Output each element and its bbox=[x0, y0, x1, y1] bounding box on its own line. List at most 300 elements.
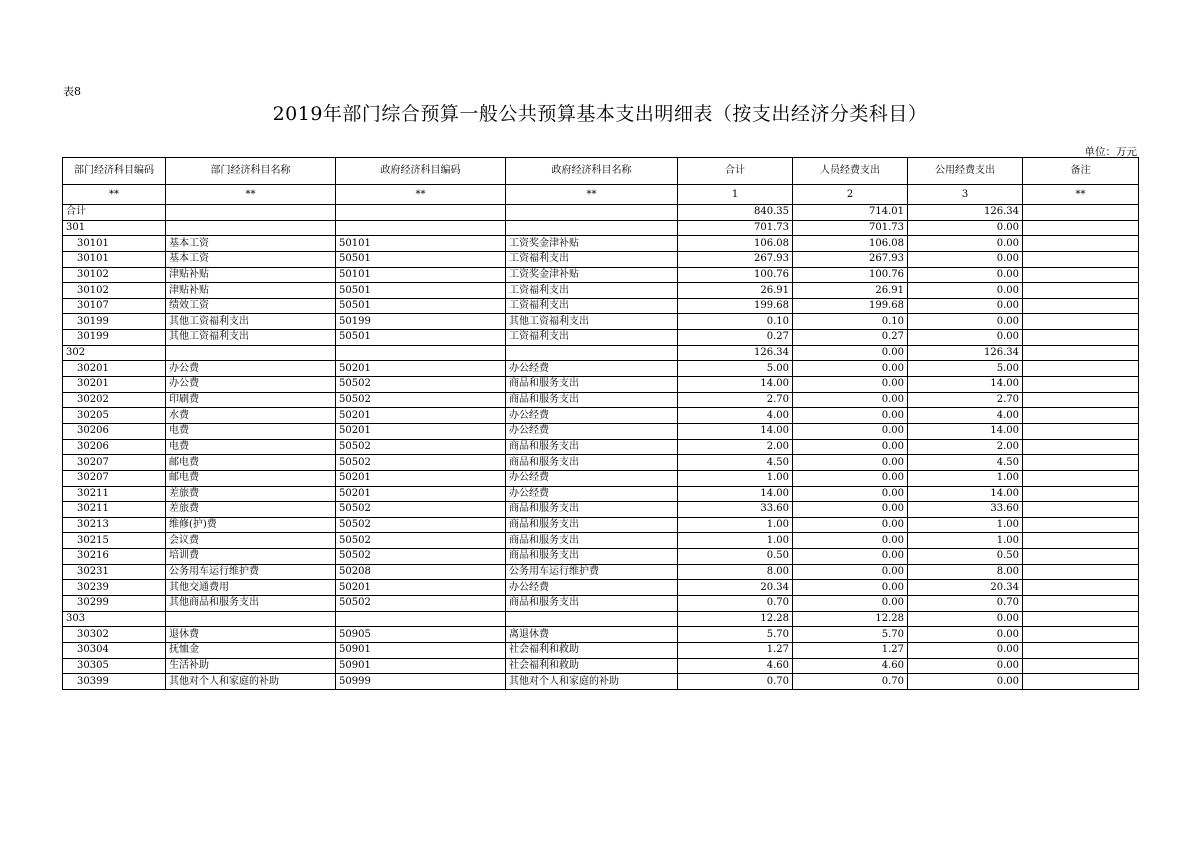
dept-code-cell: 30201 bbox=[63, 377, 166, 393]
note-cell bbox=[1023, 205, 1139, 221]
total-cell: 0.10 bbox=[678, 314, 793, 330]
gov-code-cell: 50502 bbox=[336, 596, 506, 612]
note-cell bbox=[1023, 486, 1139, 502]
public-cell: 126.34 bbox=[908, 345, 1023, 361]
dept-name-cell: 办公费 bbox=[166, 361, 336, 377]
table-row bbox=[63, 330, 1139, 346]
gov-code-cell bbox=[336, 345, 506, 361]
gov-code-cell: 50502 bbox=[336, 502, 506, 518]
personnel-cell: 0.00 bbox=[793, 580, 908, 596]
total-cell: 0.50 bbox=[678, 549, 793, 565]
dept-name-cell: 差旅费 bbox=[166, 486, 336, 502]
page-title: 2019年部门综合预算一般公共预算基本支出明细表（按支出经济分类科目） bbox=[272, 103, 928, 125]
total-cell: 5.70 bbox=[678, 627, 793, 643]
public-cell: 0.00 bbox=[908, 642, 1023, 658]
note-cell bbox=[1023, 627, 1139, 643]
gov-code-cell: 50502 bbox=[336, 377, 506, 393]
dept-code-cell: 30302 bbox=[63, 627, 166, 643]
dept-name-cell: 培训费 bbox=[166, 549, 336, 565]
total-cell: 267.93 bbox=[678, 251, 793, 267]
column-header: 部门经济科目编码 bbox=[63, 158, 166, 185]
dept-name-cell: 绩效工资 bbox=[166, 298, 336, 314]
total-cell: 0.70 bbox=[678, 596, 793, 612]
total-cell: 4.60 bbox=[678, 658, 793, 674]
column-index-cell: 1 bbox=[678, 185, 793, 205]
dept-name-cell bbox=[166, 345, 336, 361]
gov-code-cell: 50502 bbox=[336, 455, 506, 471]
dept-code-cell: 30213 bbox=[63, 517, 166, 533]
note-cell bbox=[1023, 267, 1139, 283]
table-row bbox=[63, 392, 1139, 408]
gov-name-cell: 商品和服务支出 bbox=[506, 377, 678, 393]
table-row bbox=[63, 267, 1139, 283]
gov-code-cell bbox=[336, 220, 506, 236]
public-cell: 14.00 bbox=[908, 486, 1023, 502]
dept-name-cell: 基本工资 bbox=[166, 236, 336, 252]
public-cell: 1.00 bbox=[908, 533, 1023, 549]
gov-name-cell: 商品和服务支出 bbox=[506, 455, 678, 471]
dept-code-cell: 301 bbox=[63, 220, 166, 236]
column-index-cell: 2 bbox=[793, 185, 908, 205]
gov-name-cell: 离退休费 bbox=[506, 627, 678, 643]
column-index-cell: 3 bbox=[908, 185, 1023, 205]
public-cell: 20.34 bbox=[908, 580, 1023, 596]
note-cell bbox=[1023, 423, 1139, 439]
column-index-cell: ** bbox=[166, 185, 336, 205]
dept-name-cell: 其他对个人和家庭的补助 bbox=[166, 674, 336, 690]
note-cell bbox=[1023, 298, 1139, 314]
total-cell: 20.34 bbox=[678, 580, 793, 596]
total-cell: 8.00 bbox=[678, 564, 793, 580]
personnel-cell: 0.00 bbox=[793, 564, 908, 580]
table-row bbox=[63, 205, 1139, 221]
gov-code-cell: 50502 bbox=[336, 392, 506, 408]
note-cell bbox=[1023, 455, 1139, 471]
gov-code-cell: 50201 bbox=[336, 361, 506, 377]
dept-code-cell: 30101 bbox=[63, 236, 166, 252]
gov-code-cell: 50901 bbox=[336, 658, 506, 674]
note-cell bbox=[1023, 642, 1139, 658]
total-cell: 106.08 bbox=[678, 236, 793, 252]
column-index-cell: ** bbox=[506, 185, 678, 205]
note-cell bbox=[1023, 220, 1139, 236]
gov-code-cell: 50501 bbox=[336, 283, 506, 299]
dept-name-cell: 抚恤金 bbox=[166, 642, 336, 658]
public-cell: 2.70 bbox=[908, 392, 1023, 408]
personnel-cell: 12.28 bbox=[793, 611, 908, 627]
public-cell: 0.00 bbox=[908, 314, 1023, 330]
dept-code-cell: 30304 bbox=[63, 642, 166, 658]
dept-name-cell: 会议费 bbox=[166, 533, 336, 549]
public-cell: 2.00 bbox=[908, 439, 1023, 455]
personnel-cell: 0.00 bbox=[793, 486, 908, 502]
total-cell: 26.91 bbox=[678, 283, 793, 299]
total-cell: 1.00 bbox=[678, 470, 793, 486]
dept-name-cell: 其他工资福利支出 bbox=[166, 314, 336, 330]
personnel-cell: 0.00 bbox=[793, 502, 908, 518]
public-cell: 0.00 bbox=[908, 251, 1023, 267]
total-cell: 4.00 bbox=[678, 408, 793, 424]
public-cell: 0.50 bbox=[908, 549, 1023, 565]
gov-code-cell: 50101 bbox=[336, 267, 506, 283]
public-cell: 1.00 bbox=[908, 470, 1023, 486]
gov-name-cell: 其他对个人和家庭的补助 bbox=[506, 674, 678, 690]
total-cell: 199.68 bbox=[678, 298, 793, 314]
total-cell: 0.27 bbox=[678, 330, 793, 346]
gov-name-cell: 商品和服务支出 bbox=[506, 502, 678, 518]
table-row bbox=[63, 423, 1139, 439]
total-cell: 1.00 bbox=[678, 533, 793, 549]
note-cell bbox=[1023, 345, 1139, 361]
dept-name-cell: 邮电费 bbox=[166, 455, 336, 471]
dept-name-cell bbox=[166, 220, 336, 236]
personnel-cell: 100.76 bbox=[793, 267, 908, 283]
gov-name-cell bbox=[506, 205, 678, 221]
personnel-cell: 199.68 bbox=[793, 298, 908, 314]
gov-code-cell: 50501 bbox=[336, 330, 506, 346]
personnel-cell: 0.00 bbox=[793, 439, 908, 455]
dept-name-cell: 维修(护)费 bbox=[166, 517, 336, 533]
note-cell bbox=[1023, 674, 1139, 690]
dept-name-cell: 其他商品和服务支出 bbox=[166, 596, 336, 612]
personnel-cell: 0.00 bbox=[793, 345, 908, 361]
personnel-cell: 0.00 bbox=[793, 455, 908, 471]
public-cell: 0.00 bbox=[908, 611, 1023, 627]
dept-name-cell: 其他交通费用 bbox=[166, 580, 336, 596]
dept-code-cell: 30202 bbox=[63, 392, 166, 408]
dept-code-cell: 30211 bbox=[63, 486, 166, 502]
column-index-cell: ** bbox=[63, 185, 166, 205]
total-cell: 33.60 bbox=[678, 502, 793, 518]
dept-name-cell bbox=[166, 205, 336, 221]
table-row bbox=[63, 486, 1139, 502]
dept-name-cell: 退休费 bbox=[166, 627, 336, 643]
gov-name-cell: 商品和服务支出 bbox=[506, 392, 678, 408]
total-cell: 840.35 bbox=[678, 205, 793, 221]
header-row bbox=[63, 158, 1139, 185]
column-header: 合计 bbox=[678, 158, 793, 185]
table-row bbox=[63, 517, 1139, 533]
unit-label: 单位：万元 bbox=[1084, 146, 1137, 158]
note-cell bbox=[1023, 549, 1139, 565]
note-cell bbox=[1023, 564, 1139, 580]
gov-code-cell: 50208 bbox=[336, 564, 506, 580]
gov-code-cell bbox=[336, 611, 506, 627]
public-cell: 0.00 bbox=[908, 236, 1023, 252]
dept-name-cell: 生活补助 bbox=[166, 658, 336, 674]
gov-name-cell: 其他工资福利支出 bbox=[506, 314, 678, 330]
note-cell bbox=[1023, 236, 1139, 252]
public-cell: 5.00 bbox=[908, 361, 1023, 377]
gov-code-cell: 50201 bbox=[336, 470, 506, 486]
gov-name-cell bbox=[506, 345, 678, 361]
note-cell bbox=[1023, 658, 1139, 674]
public-cell: 0.70 bbox=[908, 596, 1023, 612]
table-row bbox=[63, 470, 1139, 486]
gov-name-cell: 办公经费 bbox=[506, 408, 678, 424]
column-index-row bbox=[63, 185, 1139, 205]
dept-name-cell: 印刷费 bbox=[166, 392, 336, 408]
public-cell: 1.00 bbox=[908, 517, 1023, 533]
personnel-cell: 0.00 bbox=[793, 423, 908, 439]
dept-code-cell: 30107 bbox=[63, 298, 166, 314]
personnel-cell: 714.01 bbox=[793, 205, 908, 221]
total-cell: 2.00 bbox=[678, 439, 793, 455]
table-body bbox=[63, 185, 1139, 690]
dept-code-cell: 30231 bbox=[63, 564, 166, 580]
dept-code-cell: 30207 bbox=[63, 470, 166, 486]
dept-name-cell: 办公费 bbox=[166, 377, 336, 393]
note-cell bbox=[1023, 611, 1139, 627]
total-cell: 14.00 bbox=[678, 377, 793, 393]
public-cell: 0.00 bbox=[908, 298, 1023, 314]
personnel-cell: 0.00 bbox=[793, 408, 908, 424]
total-cell: 12.28 bbox=[678, 611, 793, 627]
gov-name-cell bbox=[506, 611, 678, 627]
table-row bbox=[63, 674, 1139, 690]
note-cell bbox=[1023, 330, 1139, 346]
dept-code-cell: 30206 bbox=[63, 439, 166, 455]
gov-name-cell: 办公经费 bbox=[506, 423, 678, 439]
gov-name-cell: 商品和服务支出 bbox=[506, 596, 678, 612]
personnel-cell: 0.00 bbox=[793, 470, 908, 486]
note-cell bbox=[1023, 470, 1139, 486]
personnel-cell: 0.27 bbox=[793, 330, 908, 346]
dept-name-cell: 津贴补贴 bbox=[166, 283, 336, 299]
table-row bbox=[63, 314, 1139, 330]
table-row bbox=[63, 283, 1139, 299]
dept-code-cell: 30206 bbox=[63, 423, 166, 439]
table-row bbox=[63, 596, 1139, 612]
column-header: 政府经济科目编码 bbox=[336, 158, 506, 185]
public-cell: 0.00 bbox=[908, 658, 1023, 674]
table-number-label: 表8 bbox=[63, 85, 81, 98]
gov-code-cell: 50502 bbox=[336, 533, 506, 549]
note-cell bbox=[1023, 408, 1139, 424]
dept-name-cell: 水费 bbox=[166, 408, 336, 424]
column-header: 公用经费支出 bbox=[908, 158, 1023, 185]
gov-code-cell: 50901 bbox=[336, 642, 506, 658]
table-row bbox=[63, 236, 1139, 252]
public-cell: 0.00 bbox=[908, 627, 1023, 643]
public-cell: 8.00 bbox=[908, 564, 1023, 580]
gov-name-cell bbox=[506, 220, 678, 236]
note-cell bbox=[1023, 502, 1139, 518]
note-cell bbox=[1023, 439, 1139, 455]
dept-name-cell: 公务用车运行维护费 bbox=[166, 564, 336, 580]
gov-name-cell: 工资福利支出 bbox=[506, 298, 678, 314]
gov-code-cell: 50201 bbox=[336, 486, 506, 502]
gov-code-cell bbox=[336, 205, 506, 221]
table-row bbox=[63, 439, 1139, 455]
gov-code-cell: 50999 bbox=[336, 674, 506, 690]
dept-code-cell: 30102 bbox=[63, 267, 166, 283]
table-row bbox=[63, 251, 1139, 267]
gov-code-cell: 50199 bbox=[336, 314, 506, 330]
personnel-cell: 106.08 bbox=[793, 236, 908, 252]
total-cell: 701.73 bbox=[678, 220, 793, 236]
table-row bbox=[63, 611, 1139, 627]
note-cell bbox=[1023, 377, 1139, 393]
dept-code-cell: 30201 bbox=[63, 361, 166, 377]
budget-detail-table bbox=[62, 157, 1139, 690]
personnel-cell: 0.00 bbox=[793, 392, 908, 408]
total-cell: 100.76 bbox=[678, 267, 793, 283]
public-cell: 0.00 bbox=[908, 267, 1023, 283]
gov-name-cell: 商品和服务支出 bbox=[506, 533, 678, 549]
column-index-cell: ** bbox=[336, 185, 506, 205]
table-row bbox=[63, 627, 1139, 643]
gov-name-cell: 工资福利支出 bbox=[506, 283, 678, 299]
personnel-cell: 0.70 bbox=[793, 674, 908, 690]
gov-code-cell: 50502 bbox=[336, 439, 506, 455]
dept-name-cell: 电费 bbox=[166, 439, 336, 455]
public-cell: 126.34 bbox=[908, 205, 1023, 221]
public-cell: 14.00 bbox=[908, 423, 1023, 439]
public-cell: 4.50 bbox=[908, 455, 1023, 471]
gov-code-cell: 50905 bbox=[336, 627, 506, 643]
note-cell bbox=[1023, 517, 1139, 533]
total-cell: 2.70 bbox=[678, 392, 793, 408]
gov-name-cell: 社会福利和救助 bbox=[506, 642, 678, 658]
gov-name-cell: 工资福利支出 bbox=[506, 330, 678, 346]
gov-code-cell: 50201 bbox=[336, 580, 506, 596]
personnel-cell: 0.00 bbox=[793, 549, 908, 565]
column-header: 部门经济科目名称 bbox=[166, 158, 336, 185]
dept-code-cell: 30102 bbox=[63, 283, 166, 299]
dept-code-cell: 30199 bbox=[63, 330, 166, 346]
gov-code-cell: 50501 bbox=[336, 298, 506, 314]
dept-code-cell: 30207 bbox=[63, 455, 166, 471]
note-cell bbox=[1023, 314, 1139, 330]
table-row bbox=[63, 298, 1139, 314]
total-cell: 1.00 bbox=[678, 517, 793, 533]
gov-name-cell: 工资奖金津补贴 bbox=[506, 236, 678, 252]
gov-code-cell: 50502 bbox=[336, 517, 506, 533]
total-cell: 5.00 bbox=[678, 361, 793, 377]
gov-name-cell: 商品和服务支出 bbox=[506, 549, 678, 565]
public-cell: 0.00 bbox=[908, 283, 1023, 299]
gov-code-cell: 50502 bbox=[336, 549, 506, 565]
gov-name-cell: 商品和服务支出 bbox=[506, 439, 678, 455]
public-cell: 4.00 bbox=[908, 408, 1023, 424]
gov-name-cell: 办公经费 bbox=[506, 470, 678, 486]
total-cell: 126.34 bbox=[678, 345, 793, 361]
personnel-cell: 5.70 bbox=[793, 627, 908, 643]
gov-name-cell: 办公经费 bbox=[506, 580, 678, 596]
table-row bbox=[63, 564, 1139, 580]
table-row bbox=[63, 345, 1139, 361]
table-row bbox=[63, 549, 1139, 565]
dept-name-cell bbox=[166, 611, 336, 627]
personnel-cell: 701.73 bbox=[793, 220, 908, 236]
dept-name-cell: 津贴补贴 bbox=[166, 267, 336, 283]
dept-code-cell: 30299 bbox=[63, 596, 166, 612]
dept-code-cell: 30211 bbox=[63, 502, 166, 518]
table-row bbox=[63, 533, 1139, 549]
column-header: 人员经费支出 bbox=[793, 158, 908, 185]
dept-name-cell: 邮电费 bbox=[166, 470, 336, 486]
personnel-cell: 4.60 bbox=[793, 658, 908, 674]
note-cell bbox=[1023, 392, 1139, 408]
note-cell bbox=[1023, 283, 1139, 299]
personnel-cell: 0.10 bbox=[793, 314, 908, 330]
dept-code-cell: 303 bbox=[63, 611, 166, 627]
gov-name-cell: 商品和服务支出 bbox=[506, 517, 678, 533]
note-cell bbox=[1023, 533, 1139, 549]
table-row bbox=[63, 408, 1139, 424]
table-row bbox=[63, 658, 1139, 674]
dept-code-cell: 合计 bbox=[63, 205, 166, 221]
table-row bbox=[63, 361, 1139, 377]
note-cell bbox=[1023, 361, 1139, 377]
dept-code-cell: 30216 bbox=[63, 549, 166, 565]
dept-code-cell: 30199 bbox=[63, 314, 166, 330]
dept-name-cell: 其他工资福利支出 bbox=[166, 330, 336, 346]
personnel-cell: 26.91 bbox=[793, 283, 908, 299]
dept-code-cell: 30305 bbox=[63, 658, 166, 674]
personnel-cell: 0.00 bbox=[793, 377, 908, 393]
column-header: 备注 bbox=[1023, 158, 1139, 185]
public-cell: 14.00 bbox=[908, 377, 1023, 393]
personnel-cell: 1.27 bbox=[793, 642, 908, 658]
total-cell: 14.00 bbox=[678, 423, 793, 439]
dept-code-cell: 302 bbox=[63, 345, 166, 361]
gov-name-cell: 社会福利和救助 bbox=[506, 658, 678, 674]
personnel-cell: 0.00 bbox=[793, 361, 908, 377]
note-cell bbox=[1023, 596, 1139, 612]
total-cell: 14.00 bbox=[678, 486, 793, 502]
total-cell: 4.50 bbox=[678, 455, 793, 471]
personnel-cell: 267.93 bbox=[793, 251, 908, 267]
dept-name-cell: 电费 bbox=[166, 423, 336, 439]
column-header: 政府经济科目名称 bbox=[506, 158, 678, 185]
dept-code-cell: 30205 bbox=[63, 408, 166, 424]
table-row bbox=[63, 377, 1139, 393]
gov-code-cell: 50201 bbox=[336, 423, 506, 439]
table-row bbox=[63, 502, 1139, 518]
gov-name-cell: 工资奖金津补贴 bbox=[506, 267, 678, 283]
personnel-cell: 0.00 bbox=[793, 517, 908, 533]
gov-name-cell: 工资福利支出 bbox=[506, 251, 678, 267]
table-row bbox=[63, 642, 1139, 658]
column-index-cell: ** bbox=[1023, 185, 1139, 205]
gov-code-cell: 50501 bbox=[336, 251, 506, 267]
dept-code-cell: 30101 bbox=[63, 251, 166, 267]
public-cell: 0.00 bbox=[908, 220, 1023, 236]
dept-code-cell: 30215 bbox=[63, 533, 166, 549]
table-row bbox=[63, 580, 1139, 596]
public-cell: 0.00 bbox=[908, 330, 1023, 346]
personnel-cell: 0.00 bbox=[793, 533, 908, 549]
public-cell: 0.00 bbox=[908, 674, 1023, 690]
gov-name-cell: 公务用车运行维护费 bbox=[506, 564, 678, 580]
gov-code-cell: 50201 bbox=[336, 408, 506, 424]
public-cell: 33.60 bbox=[908, 502, 1023, 518]
gov-name-cell: 办公经费 bbox=[506, 361, 678, 377]
personnel-cell: 0.00 bbox=[793, 596, 908, 612]
dept-code-cell: 30239 bbox=[63, 580, 166, 596]
dept-name-cell: 差旅费 bbox=[166, 502, 336, 518]
total-cell: 1.27 bbox=[678, 642, 793, 658]
table-row bbox=[63, 455, 1139, 471]
dept-code-cell: 30399 bbox=[63, 674, 166, 690]
note-cell bbox=[1023, 580, 1139, 596]
gov-name-cell: 办公经费 bbox=[506, 486, 678, 502]
dept-name-cell: 基本工资 bbox=[166, 251, 336, 267]
note-cell bbox=[1023, 251, 1139, 267]
gov-code-cell: 50101 bbox=[336, 236, 506, 252]
